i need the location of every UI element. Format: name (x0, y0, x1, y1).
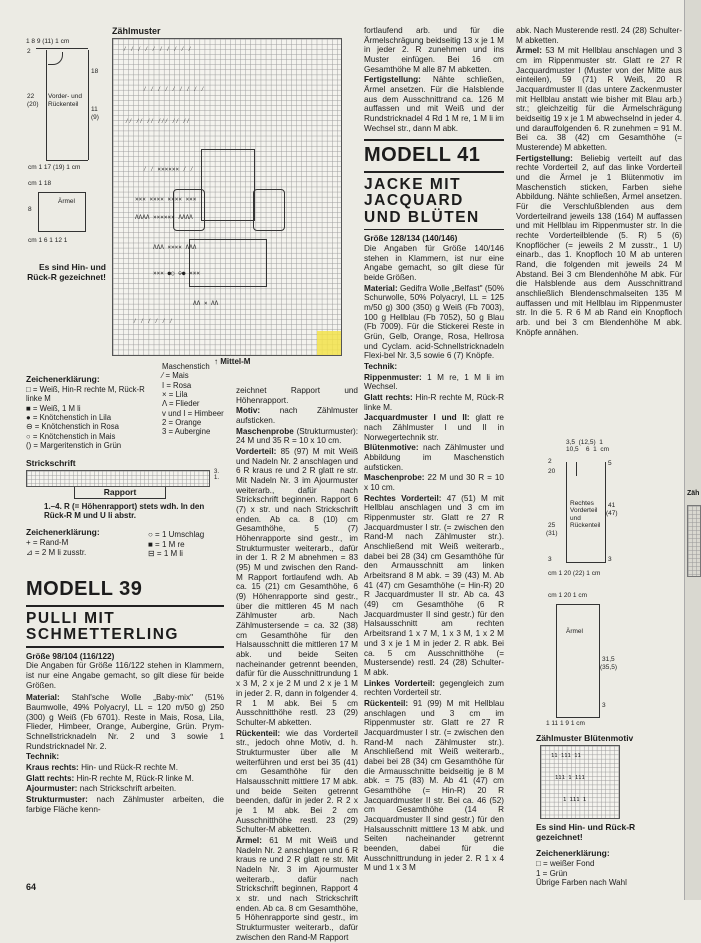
schem41-top: 3,5 (12,5) 1 10,5 6 1 cm (566, 439, 609, 453)
schem-right-num: (9) (91, 114, 99, 121)
schem41-right: 41 (608, 502, 616, 509)
rueckenteil-label: Rückenteil: (364, 698, 409, 708)
legend-item: () = Margeritenstich in Grün (26, 441, 122, 451)
chart-symbols: ⁄ ⁄ ⁄ ⁄ ⁄ ⁄ ⁄ ⁄ ⁄ (143, 86, 205, 93)
legend-item: ⊟ = 1 M li (148, 549, 183, 559)
bluete-legend (536, 859, 627, 888)
legend-item: + = Rand-M (26, 538, 69, 547)
rippen-text: 1 M re, 1 M li im Wechsel. (364, 372, 505, 392)
next-page-edge (684, 0, 701, 900)
motiv-text: nach Zählmuster aufsticken. (236, 406, 358, 426)
strickschrift-legend-left (26, 538, 86, 557)
size-text: Die Angaben für Größe 116/122 stehen in Klammern, ist nur eine Angabe gemacht, so gilt diese für beide Größen. (26, 661, 224, 690)
schem-inner-label: Vorder- und Rückenteil (48, 93, 82, 108)
edge-chart (687, 505, 701, 577)
mitte-label: ↑ Mittel-M (214, 357, 251, 366)
chart-symbols: ΛΛ × ΛΛ (193, 300, 219, 307)
zaehlmuster-chart (112, 38, 342, 356)
legend-item: □ = weißer Fond (536, 859, 595, 868)
aermel-text: 53 M mit Hellblau anschlagen und 3 cm im Rippenmuster str. Glatt re 27 R Jacquardmuster I (Muster von der Mitte aus einteilen), 59 (71) R Weiß, 20 R Jacquardmuster II (das untere Zackenmuster mit Hellblau anstatt wie bisher mit Blau arb.) str.; gleichzeitig für die Ärmelschrägung beidseitig 19 x je 1 M abwechselnd in jeder 4. und darauffolgenden 6. R zunehmen = 91 M. Bei ca. 38 (42) cm Gesamthöhe (= Musterende) M abketten. (516, 46, 683, 153)
technik-label: Technik: (26, 752, 60, 762)
ajour-text: nach Strickschrift arbeiten. (79, 784, 177, 794)
modell41-heading: MODELL 41 (364, 144, 481, 167)
heading-rule (26, 646, 224, 648)
fertigstellung-text: Nähte schließen, Ärmel ansetzen. Für die Halsblende aus dem Ausschnittrand ca. 126 M auffassen und mit Weiß und der Rundstricknadel 4 Rd 1 M re, 1 M li im Wechsel str., dann M abk. (364, 75, 504, 133)
modell41-subtitle: JACQUARD (364, 192, 464, 210)
chart-title: Zählmuster (112, 26, 161, 36)
schem41-left: 2 (548, 458, 552, 465)
schem-right-num: 18 (91, 68, 99, 75)
chart-symbols: ⁄ ⁄ ×××××× ⁄ ⁄ (143, 166, 194, 173)
schem41-neck (566, 462, 577, 476)
modell39-section (26, 578, 224, 815)
schem41-sleeve-right: (35,5) (600, 664, 617, 671)
rechtes-vorderteil-label: Rechtes Vorderteil: (364, 493, 442, 503)
strickschrift-legend-title: Zeichenerklärung: (26, 527, 100, 537)
bluetenmotive-text: nach Zählmuster und Abbildung im Maschenstich aufsticken. (364, 443, 504, 472)
struktur-text: nach Zählmuster arbeiten, die farbige Fläche kenn- (26, 795, 224, 814)
chart-symbols: ⁄⁄ ⁄⁄ ⁄⁄ ⁄⁄⁄ ⁄⁄ ⁄⁄ (125, 118, 190, 125)
struktur-label: Strukturmuster: (26, 795, 88, 805)
fertigstellung-label: Fertigstellung: (516, 153, 573, 163)
chart-symbols: 111 1 111 (555, 775, 585, 781)
legend-item: I = Rosa (162, 380, 192, 390)
aermel-label: Ärmel: (236, 835, 262, 845)
heading-rule (364, 139, 504, 141)
legend-item: ⊿ = 2 M li zusstr. (26, 547, 87, 557)
kraus-text: Hin- und Rück-R rechte M. (81, 763, 178, 773)
schem-line (46, 50, 47, 160)
butterfly-outline (201, 149, 255, 221)
chart-symbols: ⁄ ⁄ ⁄ ⁄ ⁄ ⁄ (133, 318, 173, 325)
material-text: Gedifra Wolle „Belfast" (50% Schurwolle, 50% Polyacryl, LL = 125 m/50 g) 300 (350) g Weiß (Fb 7003), 100 g Hellblau (Fb 7052), 50 g Blau (Fb 7009). Für die Stickerei Reste in Grün, Gelb, Orange, Rosa, Hellrosa und Cyclam. acid-Schnellstricknadeln Flexi-bel Nr. 3,5 sowie 6 (7) Knöpfe. (364, 283, 504, 361)
mprobe-label: Maschenprobe: (364, 473, 425, 483)
schem-left-num: (20) (27, 101, 39, 108)
rechtes-vorderteil-text: 47 (51) M mit Hellblau anschlagen und 3 cm im Rippenmuster str. Glatt re 27 R Jacquardmuster I str. (= zwischen den Rand-M nach Zählmuster str.). Anschließend mit Weiß weiterarb., dabei bei 28 (34) cm Gesamthöhe für den Armausschnitt am linken Arbeitsrand 8 M abk. = 39 (43) M. Ab 41 (47) cm Gesamthöhe (= Hin-R) 20 R Jacquardmuster II str. Ab ca. 43 (49) cm Gesamthöhe (6 R Jacquardmuster II sind gestr.) für den Halsausschnitt am rechten Arbeitsrand 1 x 7 M, 1 x 3 M, 1 x 2 M und 3 x je 1 M in jeder 2. R abk. Bei ca. 5 cm Ausschnitthöhe (= Mustersende) restl. 24 (28) Schulter-M abk. (364, 493, 505, 677)
text-para: zeichnet Rapport und Höhenrapport. (236, 386, 358, 405)
schem41-left: 25 (548, 522, 556, 529)
schem-line (88, 50, 89, 160)
legend-right-title: Maschenstich (162, 362, 210, 371)
edge-label: Zäh (687, 490, 700, 497)
jacquard-label: Jacquardmuster I und II: (364, 413, 470, 423)
legend-item: ● = Knötchenstich in Lila (26, 413, 112, 423)
strickschrift-chart (26, 470, 210, 487)
rapport-label: Rapport (74, 487, 166, 499)
modell41-subtitle: UND BLÜTEN (364, 208, 480, 226)
legend-item: v und I = Himbeer (162, 408, 224, 418)
rapport-highlight (317, 331, 341, 355)
bluete-legend-title: Zeichenerklärung: (536, 848, 610, 858)
schem41-sleeve-box (556, 604, 600, 718)
modell39-instructions (236, 386, 358, 943)
mprobe-label: Maschenprobe (236, 426, 294, 436)
modell41-section (364, 26, 504, 874)
legend-item: × = Lila (162, 390, 188, 400)
legend-item: 2 = Orange (162, 418, 202, 428)
schem41-sleeve-right: 31,5 (602, 656, 615, 663)
strickschrift-rownums: 3. 1. (214, 469, 220, 482)
technik-label: Technik: (364, 362, 398, 372)
chart-symbols: ΛΛΛ ×××× ΛΛΛ (153, 244, 197, 251)
bluetenmotive-label: Blütenmotive: (364, 443, 419, 453)
size-text: Die Angaben für Größe 140/146 stehen in Klammern, ist nur eine Angabe gemacht, so gilt diese für beide Größen. (364, 243, 504, 282)
material-label: Material: (26, 693, 60, 703)
text-para: fortlaufend arb. und für die Ärmelschrägung beidseitig 13 x je 1 M in jeder 2. R zunehmen und ins Muster einfügen. Bei 16 cm Gesamthöhe M alle 87 M abketten. (364, 26, 504, 74)
schem41-sleeve-bottom: 1 11 1 9 1 cm (546, 720, 585, 727)
bluete-chart (540, 745, 620, 819)
chart-symbols: 1 111 1 (563, 797, 587, 803)
aermel-text: 61 M mit Weiß und Nadeln Nr. 2 anschlagen und 6 R kraus re und 2 R glatt re str. Mit Nadeln Nr. 3 im Ajourmuster weiterarb., dafür nach Strickschrift beginnen, Rapport 4 x str. und nach Strickschrift enden. Ab ca. 8 cm Gesamthöhe, 5 Höhenrapporte sind gestr., im Strukturmuster weiterarb., dafür zwischen den Rand-M Rapport (236, 835, 358, 942)
schem-sleeve-top: cm 1 18 (28, 180, 52, 187)
vorderteil-text: 85 (97) M mit Weiß und Nadeln Nr. 2 anschlagen und 6 R kraus re und 2 R glatt re str. Mit Nadeln Nr. 3 im Ajourmuster weiterarb., dafür nach Strickschrift beginnen. Rapport 6 (7) x str. und nach Strickschrift enden. Ab ca. 8 (10) cm Gesamthöhe, 5 (7) Höhenrapporte sind gestr., im Strukturmuster weiterarb., dafür in der 1. R 2 M abnehmen = 83 (95) M und zwischen den Rand-M Rapport fortlaufend wdh. Ab ca. 15 (21) cm Gesamthöhe, 6 (9) Höhenrapporte sind gestr., über die mittleren 45 M nach Zählmuster arb. Nach Zählmustersende = ca. 32 (38) cm Gesamthöhe für den Halsausschnitt die mittleren 17 M abk. und beide Seiten nacheinander getrennt beenden, dafür für die Ausschnittrundung 1 x 3 M, 2 x je 2 M und 2 x je 1 M in jeder 2. R, dann in folgender 4. R 1 M abk. Bei 5 cm Ausschnitthöhe restl. 23 (29) Schulter-M abketten. (236, 447, 358, 727)
legend-item: Übrige Farben nach Wahl (536, 878, 627, 888)
bluete-chart-title: Zählmuster Blütenmotiv (536, 733, 634, 743)
kraus-label: Kraus rechts: (26, 763, 79, 773)
legend-item: 3 = Aubergine (162, 427, 211, 437)
fertigstellung-text: Beliebig verteilt auf das rechte Vorderteil 2, auf das linke Vorderteil und die Ärmel je 1 Blütenmotiv im Maschenstich sticken, Farben siehe Abbildung. Nähte schließen, Ärmel ansetzen. Für die Verschlußblenden aus dem Vorderteilrand jeweils 138 (164) M auffassen und mit Hellblau im Rippenmuster str. In die rechte Vorderteilblende (5. R) 5 (6) Knopflöcher (= jeweils 2 M zusstr., 1 U) einarb., das 1. Knopfloch 10 M ab unteren Rand, die folgenden mit jeweils 24 M Abstand. Bei 3 cm Blendenhöhe M abk. Für die Halsblende aus dem Ausschnittrand anschließlich Blendenschmalseiten 135 M auffassen und mit Hellblau im Rippenmuster str. In die 5. R 6 M ab Rand ein Knopfloch arb. und bei 3 cm Blendenhöhe M abk. Knöpfe annähen. (516, 153, 682, 337)
ajour-label: Ajourmuster: (26, 784, 78, 794)
jacquard-text: glatt re nach Zählmuster I und II in Norwegertechnik str. (364, 413, 504, 442)
schem41-inner: Rechtes Vorderteil und Rückenteil (570, 500, 601, 530)
schem-sleeve-label: Ärmel (58, 198, 75, 205)
chart-symbols: 11 111 11 (551, 753, 581, 759)
glatt-label: Glatt rechts: (364, 393, 413, 403)
vorderteil-label: Vorderteil: (236, 447, 277, 457)
modell41-subtitle: JACKE MIT (364, 175, 462, 193)
modell39-subtitle: SCHMETTERLING (26, 625, 179, 643)
modell39-heading: MODELL 39 (26, 578, 143, 600)
schem41-left: 3 (548, 556, 552, 563)
schem41-right: 3 (608, 556, 612, 563)
legend-item: ○ = Knötchenstich in Mais (26, 431, 116, 441)
schem41-left: 20 (548, 468, 556, 475)
glatt-label: Glatt rechts: (26, 773, 75, 783)
schem-sleeve-bottom: cm 1 6 1 12 1 (28, 237, 68, 244)
heading-rule (364, 171, 504, 173)
schem41-left: (31) (546, 530, 558, 537)
wing-right (253, 189, 285, 231)
schem-line (36, 48, 88, 50)
schem-right-num: 11 (91, 106, 98, 113)
heading-rule (26, 605, 224, 607)
legend-item: 1 = Grün (536, 868, 568, 878)
strickschrift-note: 1.–4. R (= Höhenrapport) stets wdh. In den Rück-R M und U li abstr. (44, 502, 205, 521)
wing-lower (189, 239, 267, 287)
size-label: Größe 98/104 (116/122) (26, 651, 115, 661)
page-number: 64 (26, 882, 37, 892)
chart-symbols: ΛΛΛΛ ×××××× ΛΛΛΛ (135, 214, 193, 221)
schem-neck (48, 52, 63, 65)
rueckenteil-label: Rückenteil: (236, 728, 281, 738)
schem41-sleeve-label: Ärmel (566, 628, 583, 635)
schem-line (46, 160, 88, 161)
fertigstellung-label: Fertigstellung: (364, 75, 421, 85)
legend-item: ■ = Weiß, 1 M li (26, 403, 81, 413)
modell39-subtitle: PULLI MIT (26, 609, 116, 627)
chart-symbols: ××× ×××× ×××× ××× (135, 196, 197, 203)
material-label: Material: (364, 283, 398, 293)
schem41-sleeve-top: cm 1 20 1 cm (548, 592, 588, 599)
material-text: Stahl'sche Wolle „Baby-mix" (51% Baumwolle, 49% Polyacryl, LL = 120 m/50 g) 250 (300) g Weiß (Fb 6701). Reste in Mais, Rosa, Lila, Flieder, Himbeer, Orange, Aubergine, Grün. Prym-Schnellstricknadeln Nr. 2 und 3 sowie 1 Rundstricknadel Nr. 2. (26, 693, 224, 751)
legend-item: ○ = 1 Umschlag (148, 530, 205, 539)
legend-title: Zeichenerklärung: (26, 374, 100, 384)
aermel-label: Ärmel: (516, 46, 542, 56)
schem-left-num: 2 (27, 48, 31, 55)
rippen-label: Rippenmuster: (364, 372, 422, 382)
strickschrift-title: Strickschrift (26, 458, 76, 468)
rueckenteil-text: 91 (99) M mit Hellblau anschlagen und 3 cm im Rippenmuster str. Glatt re 27 R Jacquardmuster I str. (= zwischen den Rand-M nach Zählmuster str.). Anschließend mit Weiß weiterarb., dabei bei 28 (34) cm Gesamthöhe für die Armausschnitte beidseitig je 8 M abk. = 75 (83) M. Ab 41 (47) cm Gesamthöhe (= Hin-R) 20 R Jacquardmuster II str. Bei ca. 46 (52) cm Gesamthöhe (14 R Jacquardmuster II sind gestr.) für den Halsausschnitt mittlere 13 M abk. und Seiten nacheinander getrennt beenden, dabei für die Ausschnittrundung in jeder 2. R 1 x 4 M und 1 x 3 M (364, 698, 504, 873)
heading-rule (364, 229, 504, 231)
legend-left (26, 385, 146, 450)
legend (26, 362, 224, 451)
legend-item: □ = Weiß, Hin-R rechte M, Rück-R linke M (26, 385, 145, 404)
legend-item: ⊖ = Knötchenstich in Rosa (26, 422, 119, 432)
rueckenteil-text: wie das Vorderteil str., jedoch ohne Motiv, d. h. Strukturmuster über alle M weiterführen und erst bei 35 (41) cm Gesamthöhe für den Halsausschnitt mittlere 17 M abk. und beide Seiten getrennt beenden, dafür in jeder 2. R 2 x je 1 M abk. Bei 2 cm Ausschnitthöhe restl. 23 (29) Schulter-M abketten. (236, 728, 359, 835)
schem-bottom-nums: cm 1 17 (19) 1 cm (28, 164, 81, 171)
chart-symbols: ⁄ ⁄ ⁄ ⁄ ⁄ ⁄ ⁄ ⁄ ⁄ ⁄ (123, 46, 192, 53)
legend-item: ■ = 1 M re (148, 539, 185, 549)
chart-note: Es sind Hin- und Rück-R gezeichnet! (27, 262, 106, 283)
size-label: Größe 128/134 (140/146) (364, 234, 458, 244)
legend-item: ⁄ = Mais (162, 371, 189, 381)
schem41-sleeve-right: 3 (602, 702, 606, 709)
mprobe-text: 22 M und 30 R = 10 x 10 cm. (364, 473, 504, 493)
linkes-vorderteil-text: gegengleich zum rechten Vorderteil str. (364, 678, 504, 698)
schem41-bottom: cm 1 20 (22) 1 cm (548, 570, 601, 577)
schem-top-nums: 1 8 9 (11) 1 cm (26, 38, 70, 45)
mprobe-text: (Strukturmuster): 24 M und 35 R = 10 x 10 cm. (236, 426, 358, 446)
chart-symbols: ××× ●○ ⊖● ××× (153, 270, 200, 277)
schem-sleeve-left: 8 (28, 206, 32, 213)
glatt-text: Hin-R rechte M, Rück-R linke M. (76, 773, 194, 783)
schem41-right: 5 (608, 460, 612, 467)
legend-right (162, 362, 232, 437)
motiv-label: Motiv: (236, 406, 261, 416)
bluete-note: Es sind Hin- und Rück-R gezeichnet! (536, 822, 636, 843)
glatt-text: Hin-R rechte M, Rück-R linke M. (364, 393, 504, 412)
schem-left-num: 22 (27, 93, 35, 100)
schem41-right: (47) (606, 510, 618, 517)
strickschrift-legend-right (148, 530, 204, 559)
linkes-vorderteil-label: Linkes Vorderteil: (364, 678, 435, 688)
text-para: abk. Nach Musterende restl. 24 (28) Schulter-M abketten. (516, 26, 682, 45)
modell41-continued (516, 26, 682, 339)
legend-item: Λ = Flieder (162, 399, 200, 409)
